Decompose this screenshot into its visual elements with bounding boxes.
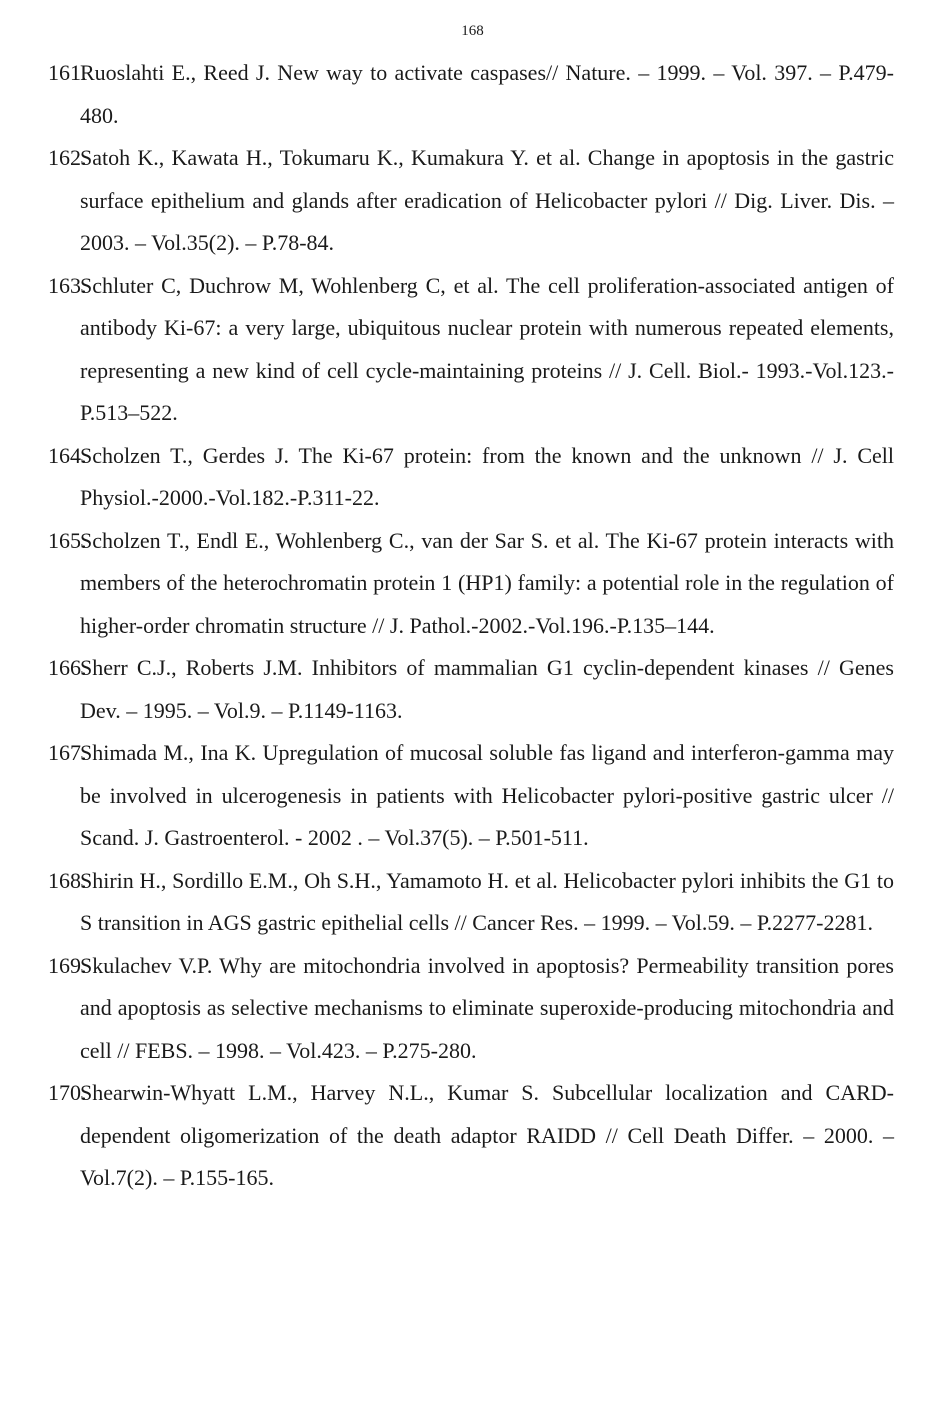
reference-number: 170.	[48, 1080, 87, 1105]
reference-number: 168.	[48, 867, 87, 893]
page-number: 168	[461, 23, 484, 39]
reference-number: 166.	[48, 655, 87, 680]
reference-text: Satoh K., Kawata H., Tokumaru K., Kumakura Y. et al. Change in apoptosis in the gastric surface epithelium and glands after eradication of Helicobacter pylori // Dig. Liver. Dis. – 2003. – Vol.35(2). – P.78-84.	[80, 145, 894, 255]
reference-text: Scholzen T., Gerdes J. The Ki-67 protein: from the known and the unknown // J. Cell Physiol.-2000.-Vol.182.-P.311-22.	[80, 442, 894, 510]
reference-text: Schluter C, Duchrow M, Wohlenberg C, et al. The cell proliferation-associated antigen of antibody Ki-67: a very large, ubiquitous nuclear protein with numerous repeated elements, representing a new kind of cell cycle-maintaining proteins // J. Cell. Biol.- 1993.-Vol.123.-P.513–522.	[80, 272, 894, 425]
reference-number: 162.	[48, 145, 87, 170]
reference-text: Sherr C.J., Roberts J.M. Inhibitors of mammalian G1 cyclin-dependent kinases // Genes Dev. – 1995. – Vol.9. – P.1149-1163.	[80, 655, 894, 723]
reference-item-169	[48, 945, 894, 1073]
reference-text: Scholzen T., Endl E., Wohlenberg C., van der Sar S. et al. The Ki-67 protein interacts with members of the heterochromatin protein 1 (HP1) family: a potential role in the regulation of higher-order chromatin structure // J. Pathol.-2002.-Vol.196.-P.135–144.	[80, 527, 894, 638]
reference-text: Skulachev V.P. Why are mitochondria involved in apoptosis? Permeability transition pores and apoptosis as selective mechanisms to eliminate superoxide-producing mitochondria and cell // FEBS. – 1998. – Vol.423. – P.275-280.	[80, 952, 894, 1063]
reference-number: 164.	[48, 442, 87, 468]
reference-number: 167.	[48, 740, 87, 765]
reference-text: Shimada M., Ina K. Upregulation of mucosal soluble fas ligand and interferon-gamma may be involved in ulcerogenesis in patients with Helicobacter pylori-positive gastric ulcer // Scand. J. Gastroenterol. - 2002 . – Vol.37(5). – P.501-511.	[80, 740, 894, 850]
reference-item-167	[48, 732, 894, 860]
reference-item-163	[48, 265, 894, 435]
reference-item-165	[48, 520, 894, 648]
reference-item-161	[48, 52, 894, 137]
reference-number: 165.	[48, 527, 87, 553]
reference-number: 161.	[48, 60, 87, 85]
reference-text: Shirin H., Sordillo E.M., Oh S.H., Yamamoto H. et al. Helicobacter pylori inhibits the G1 to S transition in AGS gastric epithelial cells // Cancer Res. – 1999. – Vol.59. – P.2277-2281.	[80, 867, 894, 935]
reference-item-170	[48, 1072, 894, 1200]
reference-list	[48, 52, 894, 1200]
reference-item-166	[48, 647, 894, 732]
reference-number: 163.	[48, 272, 87, 298]
reference-item-162	[48, 137, 894, 265]
reference-text: Ruoslahti E., Reed J. New way to activate caspases// Nature. – 1999. – Vol. 397. – P.479-480.	[80, 60, 894, 128]
reference-item-164	[48, 435, 894, 520]
reference-item-168	[48, 860, 894, 945]
reference-number: 169.	[48, 952, 87, 978]
reference-text: Shearwin-Whyatt L.M., Harvey N.L., Kumar S. Subcellular localization and CARD-dependent oligomerization of the death adaptor RAIDD // Cell Death Differ. – 2000. – Vol.7(2). – P.155-165.	[80, 1080, 894, 1190]
